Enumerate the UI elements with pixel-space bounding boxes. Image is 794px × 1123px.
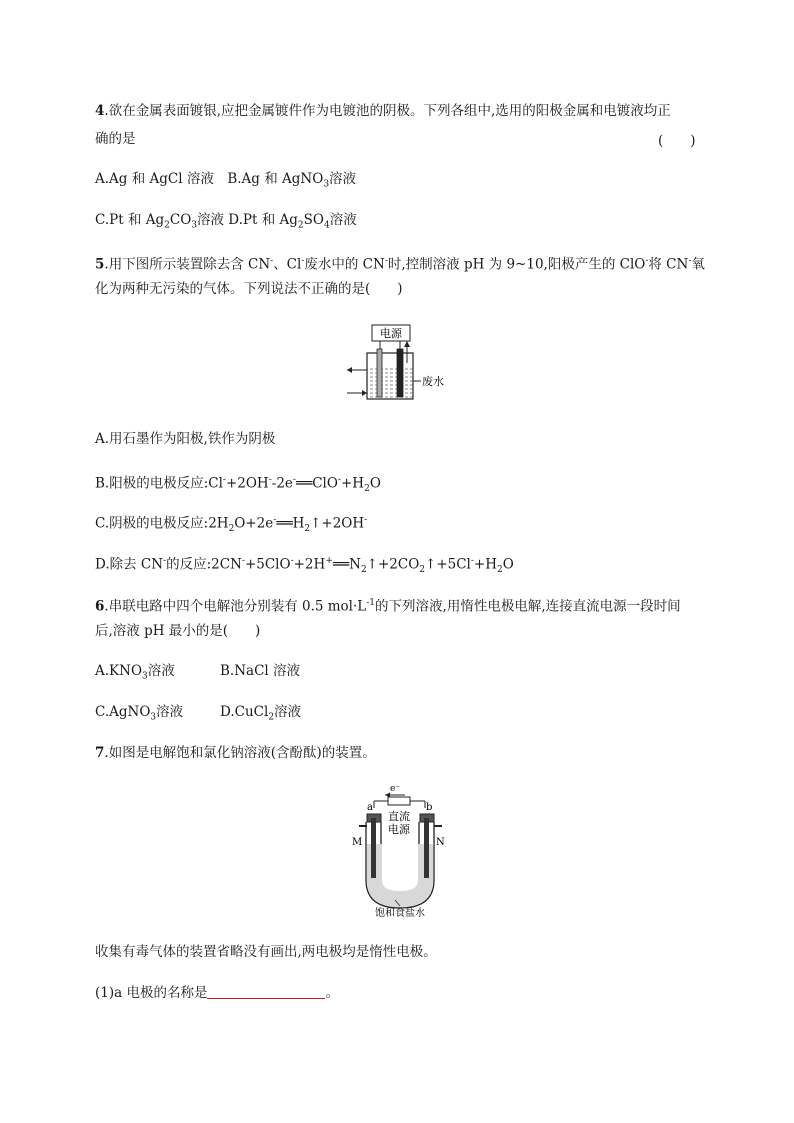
q7-electron-label: e⁻: [389, 784, 401, 794]
q5-line2: 化为两种无污染的气体。下列说法不正确的是( ): [95, 281, 403, 297]
q4-line2: 确的是: [95, 131, 136, 147]
q5-power-label: 电源: [380, 327, 402, 340]
q5-line1: 5.用下图所示装置除去含 CN-、Cl-废水中的 CN-时,控制溶液 pH 为 9~10,阳极产生的 ClO-将 CN-氧: [95, 256, 705, 273]
q4-option-ab: A.Ag 和 AgCl 溶液 B.Ag 和 AgNO$_3$溶液: [95, 171, 357, 190]
q4-option-cd: C.Pt 和 $Ag_2CO_3$溶液 D.Pt 和 $Ag_2SO_4$溶液: [95, 212, 357, 231]
q5-number: 5: [95, 256, 105, 273]
q7-number: 7: [95, 745, 105, 761]
q6-number: 6: [95, 598, 105, 615]
q6-option-d: D.CuCl$_2$溶液: [220, 704, 302, 723]
q4-number: 4: [95, 103, 105, 119]
q5-electrode-left: [377, 349, 382, 397]
q7-label-b: b: [426, 802, 433, 813]
q7-line1: 7.如图是电解饱和氯化钠溶液(含酚酞)的装置。: [95, 745, 376, 761]
q5-option-d: D.除去 CN-的反应$:2CN^-+5ClO^-+2H^+══N_2↑+2CO_2↑+5Cl^-+H_2O$: [95, 556, 514, 576]
q6-line1: 6.串联电路中四个电解池分别装有 0.5 $mol\cdot L^{-1}$的下列溶液,用惰性电极电解,连接直流电源一段时间: [95, 598, 681, 615]
q4-line1: 4.欲在金属表面镀银,应把金属镀件作为电镀池的阴极。下列各组中,选用的阳极金属和电镀液均正: [95, 103, 671, 119]
q7-label-m: M: [352, 837, 363, 848]
q6-option-a: $A.KNO_3$溶液: [95, 663, 175, 682]
q7-electrode-right: [424, 818, 429, 878]
q6-option-c: C.AgNO$_3$溶液: [95, 704, 184, 723]
q7-u-tube-figure: [345, 782, 455, 917]
q5-option-b: B.阳极的电极反应$:Cl^-+2OH^--2e^-══ClO^-+H_2O$: [95, 475, 381, 495]
q7-sub1-answer-blank[interactable]: [207, 984, 325, 999]
q5-apparatus-figure: [345, 323, 455, 405]
q5-electrode-right: [397, 349, 403, 397]
q5-option-a: A.用石墨作为阳极,铁作为阴极: [95, 431, 276, 447]
q7-sub1: (1)a 电极的名称是 。: [95, 985, 339, 1001]
q7-brine-label: 饱和食盐水: [375, 908, 425, 917]
q6-line2: 后,溶液 pH 最小的是( ): [95, 623, 261, 639]
q6-option-b: B.NaCl 溶液: [220, 663, 301, 679]
q5-wastewater-label: 废水: [422, 375, 444, 388]
q7-power-label-2: 电源: [388, 823, 410, 836]
q7-electrode-left: [371, 818, 376, 878]
q7-power-label-1: 直流: [388, 810, 410, 823]
q7-label-a: a: [367, 802, 373, 813]
q4-answer-paren: ( ): [658, 133, 696, 149]
q5-option-c: C.阴极的电极反应$:2H_2O+2e^-══H_2↑+2OH^-$: [95, 515, 368, 535]
q7-label-n: N: [436, 837, 445, 848]
q7-note: 收集有毒气体的装置省略没有画出,两电极均是惰性电极。: [95, 944, 437, 960]
